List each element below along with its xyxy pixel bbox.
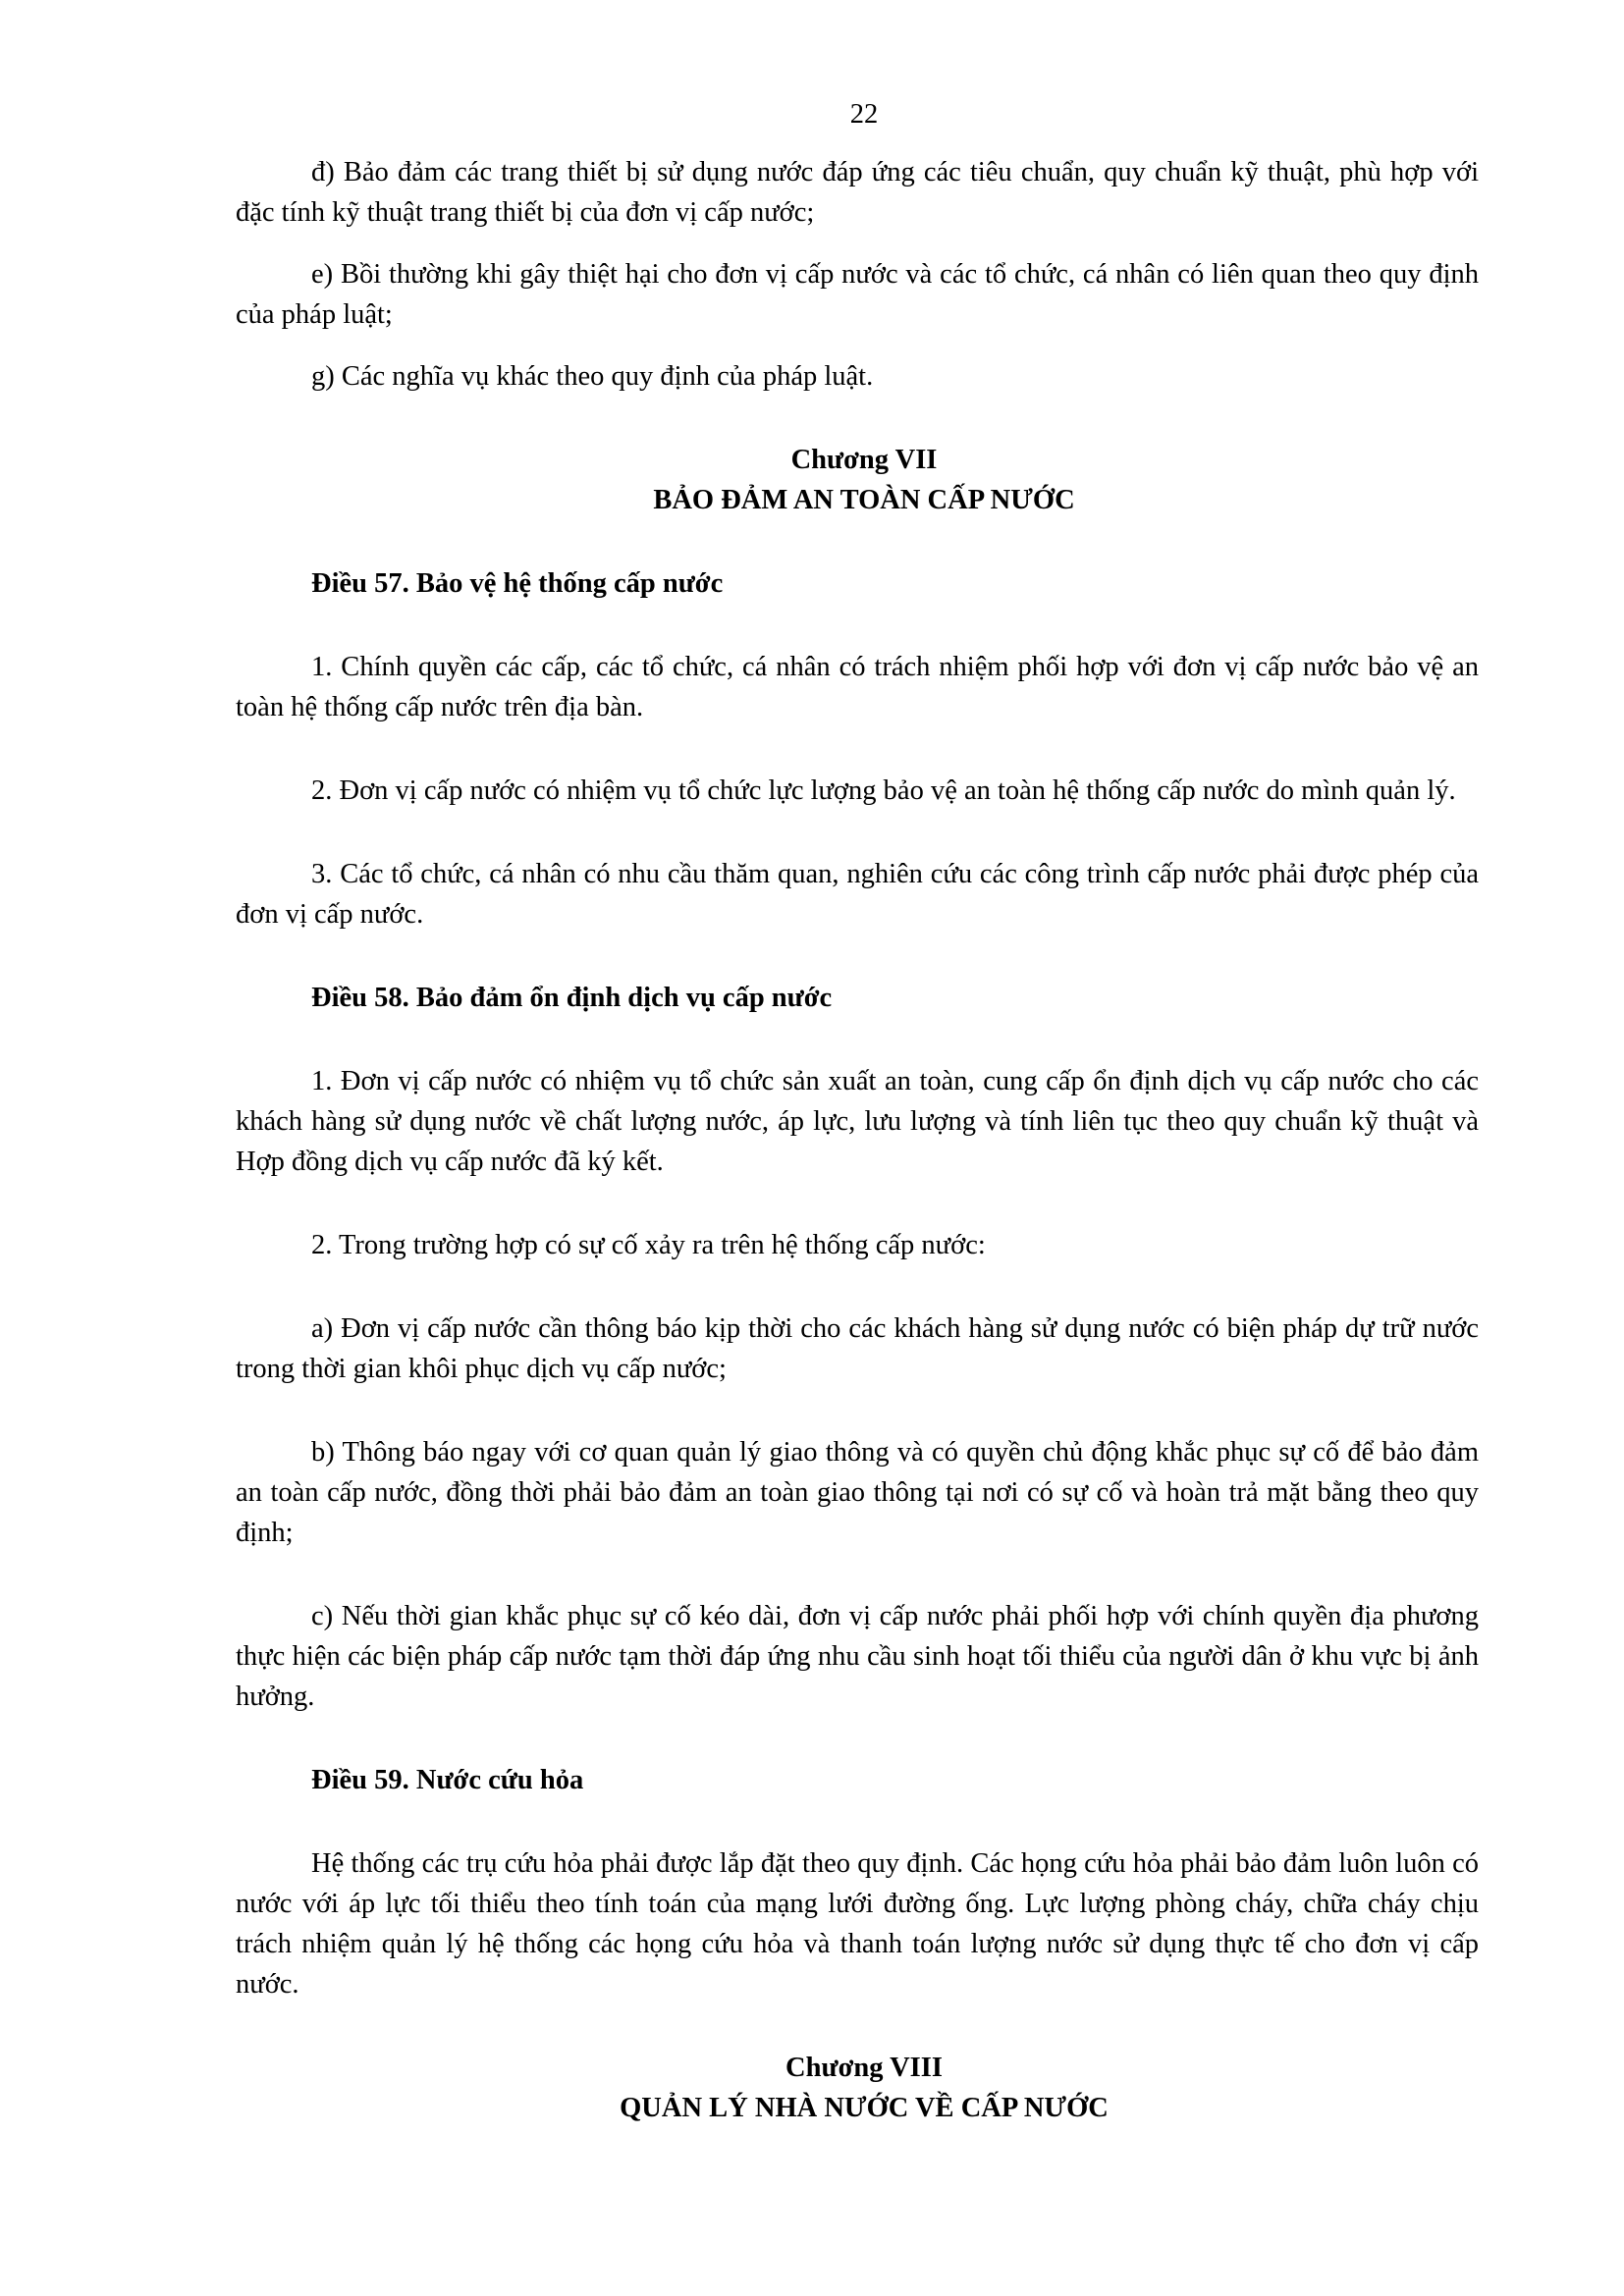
article-58-item-a: a) Đơn vị cấp nước cần thông báo kịp thời cho các khách hàng sử dụng nước có biện pháp dự trữ nước trong thời gian khôi phục dịch vụ cấp nước; <box>236 1313 1479 1384</box>
chapter-8-title: QUẢN LÝ NHÀ NƯỚC VỀ CẤP NƯỚC <box>620 2093 1109 2123</box>
article-57-para-1: 1. Chính quyền các cấp, các tổ chức, cá nhân có trách nhiệm phối hợp với đơn vị cấp nước bảo vệ an toàn hệ thống cấp nước trên địa bàn. <box>236 652 1479 722</box>
article-58-para-2: 2. Trong trường hợp có sự cố xảy ra trên hệ thống cấp nước: <box>311 1230 986 1260</box>
article-59-para-1: Hệ thống các trụ cứu hỏa phải được lắp đặt theo quy định. Các họng cứu hỏa phải bảo đảm luôn luôn có nước với áp lực tối thiểu theo tính toán của mạng lưới đường ống. Lực lượng phòng cháy, chữa cháy chịu trách nhiệm quản lý hệ thống các họng cứu hỏa và thanh toán lượng nước sử dụng thực tế cho đơn vị cấp nước. <box>236 1848 1479 2000</box>
article-57-para-3: 3. Các tổ chức, cá nhân có nhu cầu thăm quan, nghiên cứu các công trình cấp nước phải được phép của đơn vị cấp nước. <box>236 859 1479 930</box>
article-58-item-c: c) Nếu thời gian khắc phục sự cố kéo dài, đơn vị cấp nước phải phối hợp với chính quyền địa phương thực hiện các biện pháp cấp nước tạm thời đáp ứng nhu cầu sinh hoạt tối thiểu của người dân ở khu vực bị ảnh hưởng. <box>236 1601 1479 1712</box>
article-57-heading: Điều 57. Bảo vệ hệ thống cấp nước <box>311 568 724 599</box>
article-58-para-1: 1. Đơn vị cấp nước có nhiệm vụ tổ chức sản xuất an toàn, cung cấp ổn định dịch vụ cấp nước cho các khách hàng sử dụng nước về chất lượng nước, áp lực, lưu lượng và tính liên tục theo quy chuẩn kỹ thuật và Hợp đồng dịch vụ cấp nước đã ký kết. <box>236 1066 1479 1177</box>
item-dd: đ) Bảo đảm các trang thiết bị sử dụng nước đáp ứng các tiêu chuẩn, quy chuẩn kỹ thuật, phù hợp với đặc tính kỹ thuật trang thiết bị của đơn vị cấp nước; <box>236 157 1479 228</box>
item-g: g) Các nghĩa vụ khác theo quy định của pháp luật. <box>311 361 874 392</box>
chapter-7-heading <box>236 440 1479 520</box>
chapter-8-heading <box>236 2048 1479 2128</box>
article-58-heading: Điều 58. Bảo đảm ổn định dịch vụ cấp nước <box>311 983 833 1013</box>
chapter-7-title: BẢO ĐẢM AN TOÀN CẤP NƯỚC <box>653 485 1075 515</box>
page-number: 22 <box>849 99 879 130</box>
chapter-7-number: Chương VII <box>790 445 938 475</box>
article-58-item-b: b) Thông báo ngay với cơ quan quản lý giao thông và có quyền chủ động khắc phục sự cố để bảo đảm an toàn cấp nước, đồng thời phải bảo đảm an toàn giao thông tại nơi có sự cố và hoàn trả mặt bằng theo quy định; <box>236 1437 1479 1548</box>
article-57-para-2: 2. Đơn vị cấp nước có nhiệm vụ tổ chức lực lượng bảo vệ an toàn hệ thống cấp nước do mình quản lý. <box>311 775 1456 806</box>
article-59-heading: Điều 59. Nước cứu hỏa <box>311 1765 584 1795</box>
chapter-8-number: Chương VIII <box>785 2053 943 2083</box>
item-e: e) Bồi thường khi gây thiệt hại cho đơn vị cấp nước và các tổ chức, cá nhân có liên quan theo quy định của pháp luật; <box>236 259 1479 330</box>
